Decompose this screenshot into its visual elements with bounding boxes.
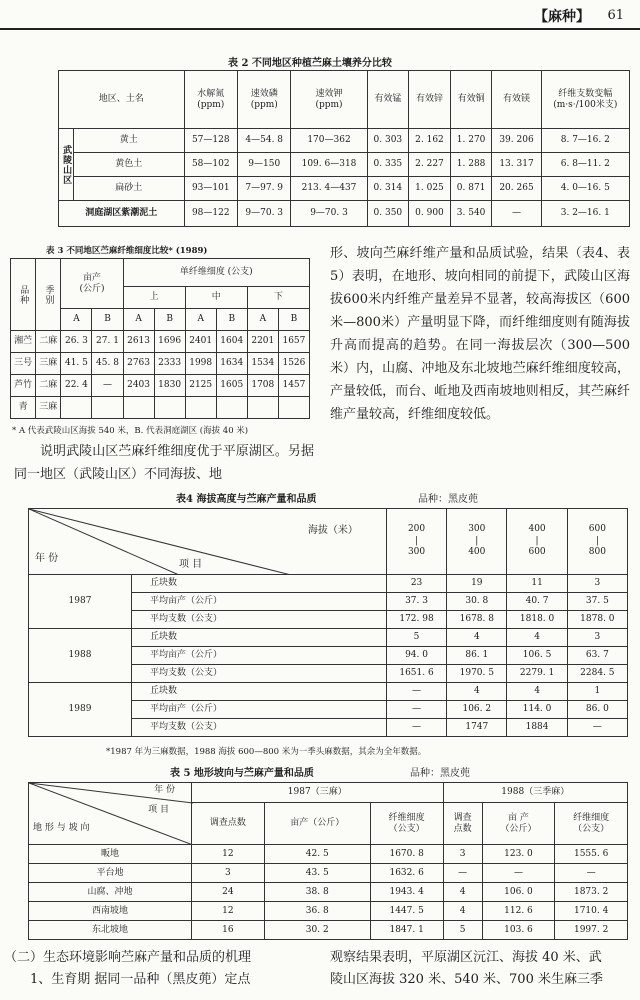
- right-paragraph: 形、坡向苎麻纤维产量和品质试验，结果（表4、表5）表明，在地形、坡向相同的前提下，武陵山区海拔600米内纤维产量差异不显著，较高海拔区（600米—800米）产量明显下降，而纤维细度则有随海拔升高而提高的趋势。在同一海拔层次（300—500米）内，山腐、冲地及东北坡地苎麻纤维细度较高，产量较低，而台、岴地及西南坡地则相反，其苎麻纤维产量较高，纤维细度较低。: [330, 246, 630, 422]
- t3-cell: 2333: [154, 353, 185, 375]
- t5-cell: 东北坡地: [29, 921, 192, 940]
- t3-cell: [92, 397, 123, 419]
- table-row: [11, 375, 310, 397]
- table-row: [11, 331, 310, 353]
- t2-header: 有效镁: [492, 71, 541, 129]
- t5-cell: 畈地: [29, 845, 192, 864]
- t4-cell: —: [386, 719, 446, 737]
- t3-cell: 1605: [216, 375, 247, 397]
- t5-cell: 36. 8: [264, 902, 370, 921]
- arrow-icon: |: [535, 535, 539, 546]
- t4-cell: 1651. 6: [386, 665, 446, 683]
- table-row: [29, 883, 628, 902]
- section-label: 【麻种】: [534, 9, 590, 25]
- t4-alt-from: 300: [468, 523, 486, 534]
- t4-year: 1989: [29, 683, 132, 737]
- t5-1988: 1988（三季麻）: [443, 783, 628, 803]
- table-row: [29, 629, 628, 647]
- t3-cell: [278, 397, 309, 419]
- t5-cell: 西南坡地: [29, 902, 192, 921]
- t4-alt-from: 400: [528, 523, 546, 534]
- t3-cell: 1634: [216, 353, 247, 375]
- t2-cell: 3. 2—16. 1: [541, 201, 629, 227]
- t5-cell: 3: [192, 864, 265, 883]
- t3-region-header: 品种: [11, 259, 36, 331]
- t3-ab-cell: A: [123, 309, 154, 331]
- t2-cell: 0. 335: [367, 153, 409, 177]
- t4-cell: 2284. 5: [567, 665, 627, 683]
- t2-cell: 57—128: [184, 129, 237, 153]
- table4-note: *1987 年为三麻数据，1988 海拔 600—800 米为一季头麻数据，其余为全年数据。: [106, 747, 427, 757]
- t4-cell: 172. 98: [386, 611, 446, 629]
- left-paragraph: 说明武陵山区苎麻纤维细度优于平原湖区。另据同一地区（武陵山区）不同海拔、地: [14, 444, 314, 482]
- t4-cell: 86. 0: [567, 701, 627, 719]
- table4-variety: 品种：黑皮蔸: [418, 494, 478, 505]
- table4-caption: 表4 海拔高度与苎麻产量和品质: [176, 494, 317, 505]
- t2-group-label: 武陵山区: [59, 129, 74, 201]
- t3-top: 上: [123, 287, 185, 309]
- t2-cell: 20. 265: [492, 177, 541, 201]
- t4-cell: 1747: [447, 719, 507, 737]
- t5-sub-header: 纤维细度 （公支）: [370, 803, 443, 845]
- t4-cell: 1970. 5: [447, 665, 507, 683]
- t2-cell: 0. 900: [409, 201, 451, 227]
- t5-cell: 123. 0: [482, 845, 555, 864]
- t2-header: 地区、土名: [59, 71, 185, 129]
- t4-corner: [29, 509, 387, 575]
- t2-cell: 7—97. 9: [238, 177, 291, 201]
- t3-cell: [247, 397, 278, 419]
- t2-cell: 8. 7—16. 2: [541, 129, 629, 153]
- t2-cell: —: [492, 201, 541, 227]
- t5-item-label: 项 目: [148, 805, 169, 815]
- bottom-line2: 1、生育期 据同一品种（黑皮蔸）定点: [30, 972, 251, 987]
- t4-cell: 2279. 1: [507, 665, 567, 683]
- t3-cell: 22. 4: [61, 375, 92, 397]
- table-row: [59, 153, 630, 177]
- t4-cell: 4: [507, 683, 567, 701]
- t2-header: 速效磷 (ppm): [238, 71, 291, 129]
- t2-cell: 170—362: [291, 129, 367, 153]
- t4-cell: 19: [447, 575, 507, 593]
- t4-cell: 114. 0: [507, 701, 567, 719]
- t5-cell: 16: [192, 921, 265, 940]
- t2-cell: 3. 540: [450, 201, 492, 227]
- t5-cell: 30. 2: [264, 921, 370, 940]
- table5-variety: 品种：黑皮蔸: [410, 768, 470, 779]
- t3-cell: 三号: [11, 353, 36, 375]
- t4-cell: 平均亩产（公斤）: [132, 647, 387, 665]
- t2-cell: 4—54. 8: [238, 129, 291, 153]
- t4-cell: 4: [447, 683, 507, 701]
- t3-cell: 2401: [185, 331, 216, 353]
- t3-cell: 1526: [278, 353, 309, 375]
- t4-cell: 4: [447, 629, 507, 647]
- t5-cell: 112. 6: [482, 902, 555, 921]
- t2-cell: 4. 0—16. 5: [541, 177, 629, 201]
- t4-cell: 4: [507, 629, 567, 647]
- t3-season-header: 季别: [36, 259, 61, 331]
- t3-ab-cell: A: [61, 309, 92, 331]
- t5-cell: 4: [443, 902, 482, 921]
- t2-cell: 213. 4—437: [291, 177, 367, 201]
- t5-cell: 3: [443, 845, 482, 864]
- t4-cell: 丘块数: [132, 683, 387, 701]
- t2-cell: 98—122: [184, 201, 237, 227]
- bottom-right-line1: 观察结果表明，平原湖区沅江、海拔 40 米、武: [330, 950, 602, 965]
- t3-cell: 青: [11, 397, 36, 419]
- table5-caption: 表 5 地形坡向与苎麻产量和品质: [170, 768, 314, 779]
- t4-cell: 平均支数（公支）: [132, 611, 387, 629]
- t4-cell: 平均支数（公支）: [132, 719, 387, 737]
- t4-cell: 1: [567, 683, 627, 701]
- t4-cell: 30. 8: [447, 593, 507, 611]
- t5-cell: 4: [443, 883, 482, 902]
- t5-cell: 1555. 6: [555, 845, 628, 864]
- table-row: [29, 575, 628, 593]
- t4-cell: 1878. 0: [567, 611, 627, 629]
- t5-cell: 38. 8: [264, 883, 370, 902]
- t5-cell: 24: [192, 883, 265, 902]
- t2-cell: 0. 350: [367, 201, 409, 227]
- t4-altitude-col: [447, 509, 507, 575]
- t3-cell: 1457: [278, 375, 309, 397]
- t3-cell: 二麻: [36, 331, 61, 353]
- t3-cell: 1657: [278, 331, 309, 353]
- t4-cell: 86. 1: [447, 647, 507, 665]
- t5-cell: 106. 0: [482, 883, 555, 902]
- bottom-right-line2: 陵山区海拔 320 米、540 米、700 米生麻三季: [330, 972, 603, 987]
- t3-cell: [154, 397, 185, 419]
- t4-cell: 丘块数: [132, 629, 387, 647]
- t3-cell: 2613: [123, 331, 154, 353]
- t5-cell: 平台地: [29, 864, 192, 883]
- t4-cell: 23: [386, 575, 446, 593]
- t5-corner: [29, 783, 192, 845]
- t3-ab-cell: B: [92, 309, 123, 331]
- t4-alt-to: 800: [588, 547, 606, 558]
- t2-cell: 黄色土: [74, 153, 185, 177]
- t2-cell: 扁砂土: [74, 177, 185, 201]
- table5: [28, 782, 628, 940]
- t5-cell: 42. 5: [264, 845, 370, 864]
- t2-header: 有效锌: [409, 71, 451, 129]
- t3-cell: 41. 5: [61, 353, 92, 375]
- t3-cell: 2763: [123, 353, 154, 375]
- t4-cell: 63. 7: [567, 647, 627, 665]
- t2-cell: 1. 270: [450, 129, 492, 153]
- table-row: [11, 397, 310, 419]
- t2-cell: 1. 288: [450, 153, 492, 177]
- t4-altitude-label: 海拔（米）: [307, 525, 358, 536]
- t3-yield-header: 亩产 (公斤): [61, 259, 123, 309]
- t2-cell: 109. 6—318: [291, 153, 367, 177]
- t5-cell: 1447. 5: [370, 902, 443, 921]
- table-row: [29, 902, 628, 921]
- t3-cell: 26. 3: [61, 331, 92, 353]
- table4: [28, 508, 628, 737]
- t2-header: 水解氮 (ppm): [184, 71, 237, 129]
- t5-cell: 103. 6: [482, 921, 555, 940]
- t5-cell: 12: [192, 845, 265, 864]
- t4-year: 1987: [29, 575, 132, 629]
- t4-altitude-col: [386, 509, 446, 575]
- t4-cell: —: [567, 719, 627, 737]
- t5-cell: 1997. 2: [555, 921, 628, 940]
- t5-cell: 1710. 4: [555, 902, 628, 921]
- t3-cell: 1998: [185, 353, 216, 375]
- t3-ab-cell: A: [247, 309, 278, 331]
- t3-cell: [123, 397, 154, 419]
- table2: [58, 70, 630, 227]
- t3-cell: 45. 8: [92, 353, 123, 375]
- t2-cell: 0. 314: [367, 177, 409, 201]
- table-row: [59, 129, 630, 153]
- t4-cell: 平均支数（公支）: [132, 665, 387, 683]
- t3-cell: —: [92, 375, 123, 397]
- t4-cell: —: [386, 701, 446, 719]
- t5-cell: —: [555, 864, 628, 883]
- t2-cell: 1. 025: [409, 177, 451, 201]
- t4-cell: 40. 7: [507, 593, 567, 611]
- bottom-heading: （二）生态环境影响苎麻产量和品质的机理: [4, 950, 252, 965]
- t3-cell: [61, 397, 92, 419]
- t5-cell: 1873. 2: [555, 883, 628, 902]
- t5-sub-header: 调查点数: [192, 803, 265, 845]
- table-row: [11, 353, 310, 375]
- t3-cell: 1830: [154, 375, 185, 397]
- t4-cell: 37. 3: [386, 593, 446, 611]
- table2-caption: 表 2 不同地区种植苎麻土壤养分比较: [228, 58, 392, 69]
- t3-fineness-header: 单纤维细度 (公支): [123, 259, 309, 287]
- t4-alt-from: 200: [407, 523, 426, 534]
- t3-ab-cell: B: [278, 309, 309, 331]
- t5-cell: 43. 5: [264, 864, 370, 883]
- arrow-icon: |: [595, 535, 599, 546]
- t3-cell: [185, 397, 216, 419]
- t4-cell: 平均亩产（公斤）: [132, 593, 387, 611]
- t5-cell: 5: [443, 921, 482, 940]
- t3-bottom: 下: [247, 287, 309, 309]
- t3-ab-cell: B: [216, 309, 247, 331]
- t5-cell: —: [443, 864, 482, 883]
- t2-cell: 2. 227: [409, 153, 451, 177]
- t3-cell: 芦竹: [11, 375, 36, 397]
- t2-header: 有效铜: [450, 71, 492, 129]
- t4-cell: 3: [567, 629, 627, 647]
- t5-cell: —: [482, 864, 555, 883]
- t2-cell: 0. 871: [450, 177, 492, 201]
- t2-cell: 9—70. 3: [291, 201, 367, 227]
- t3-cell: [216, 397, 247, 419]
- table-row: [59, 177, 630, 201]
- t3-cell: 27. 1: [92, 331, 123, 353]
- t3-cell: 2403: [123, 375, 154, 397]
- t4-year: 1988: [29, 629, 132, 683]
- t3-cell: 1604: [216, 331, 247, 353]
- t3-cell: 二麻: [36, 375, 61, 397]
- t4-alt-from: 600: [588, 523, 606, 534]
- header-rule: [0, 28, 640, 30]
- t5-sub-header: 亩产（公斤）: [264, 803, 370, 845]
- t4-alt-to: 300: [407, 547, 426, 558]
- t5-1987: 1987（三麻）: [192, 783, 444, 803]
- t2-cell: 58—102: [184, 153, 237, 177]
- t4-cell: 5: [386, 629, 446, 647]
- t5-cell: 1670. 8: [370, 845, 443, 864]
- t5-sub-header: 调查 点数: [443, 803, 482, 845]
- t5-sub-header: 亩 产 （公斤）: [482, 803, 555, 845]
- t3-cell: 2125: [185, 375, 216, 397]
- t4-cell: 37. 5: [567, 593, 627, 611]
- table-row: [29, 845, 628, 864]
- t4-alt-to: 400: [468, 547, 486, 558]
- t3-mid: 中: [185, 287, 247, 309]
- t5-cell: 1847. 1: [370, 921, 443, 940]
- table3: [10, 258, 310, 419]
- t4-item-label: 项 目: [179, 559, 203, 570]
- table3-caption: 表 3 不同地区苎麻纤维细度比较* (1989): [46, 246, 208, 256]
- table-row: [59, 201, 630, 227]
- t5-sub-header: 纤维细度 （公支）: [555, 803, 628, 845]
- t4-cell: —: [386, 683, 446, 701]
- t3-cell: 1534: [247, 353, 278, 375]
- arrow-icon: |: [475, 535, 479, 546]
- t4-year-label: 年 份: [35, 553, 59, 564]
- t4-cell: 1884: [507, 719, 567, 737]
- t4-altitude-col: [567, 509, 627, 575]
- t2-cell: 9—70. 3: [238, 201, 291, 227]
- t2-header: 纤维支数变幅 (m·s·/100米支): [541, 71, 629, 129]
- t3-cell: 湘苎: [11, 331, 36, 353]
- t3-ab-cell: A: [185, 309, 216, 331]
- table-row: [29, 864, 628, 883]
- t2-cell: 9—150: [238, 153, 291, 177]
- t2-cell: 39. 206: [492, 129, 541, 153]
- t4-alt-to: 600: [528, 547, 546, 558]
- t4-diagonal: [29, 509, 291, 575]
- t3-ab-cell: B: [154, 309, 185, 331]
- t5-year-label: 年 份: [154, 785, 175, 795]
- t4-cell: 94. 0: [386, 647, 446, 665]
- t2-cell: 93—101: [184, 177, 237, 201]
- t5-cell: 山腐、冲地: [29, 883, 192, 902]
- t2-header: 速效钾 (ppm): [291, 71, 367, 129]
- t4-cell: 3: [567, 575, 627, 593]
- t3-cell: 三麻: [36, 397, 61, 419]
- t2-cell: 6. 8—11. 2: [541, 153, 629, 177]
- t4-cell: 丘块数: [132, 575, 387, 593]
- t3-cell: 2201: [247, 331, 278, 353]
- table3-note: * A 代表武陵山区海拔 540 米，B. 代表洞庭湖区 (海拔 40 米): [12, 426, 249, 436]
- t5-terrain-label: 地 形 与 坡 向: [33, 823, 90, 833]
- t4-cell: 106. 2: [447, 701, 507, 719]
- t4-cell: 平均亩产（公斤）: [132, 701, 387, 719]
- t4-cell: 11: [507, 575, 567, 593]
- t3-cell: 1708: [247, 375, 278, 397]
- t5-cell: 1943. 4: [370, 883, 443, 902]
- table-row: [29, 921, 628, 940]
- t5-cell: 12: [192, 902, 265, 921]
- t4-cell: 106. 5: [507, 647, 567, 665]
- t4-cell: 1678. 8: [447, 611, 507, 629]
- t4-cell: 1818. 0: [507, 611, 567, 629]
- t2-header: 有效锰: [367, 71, 409, 129]
- table-row: [29, 683, 628, 701]
- t3-cell: 三麻: [36, 353, 61, 375]
- t3-cell: 1696: [154, 331, 185, 353]
- t2-cell: 黄土: [74, 129, 185, 153]
- t5-cell: 1632. 6: [370, 864, 443, 883]
- arrow-icon: |: [415, 535, 419, 546]
- t2-cell: 洞庭湖区紫潮泥土: [59, 201, 185, 227]
- page-number: 61: [607, 8, 624, 23]
- t4-altitude-col: [507, 509, 567, 575]
- t2-cell: 2. 162: [409, 129, 451, 153]
- t2-cell: 13. 317: [492, 153, 541, 177]
- t2-cell: 0. 303: [367, 129, 409, 153]
